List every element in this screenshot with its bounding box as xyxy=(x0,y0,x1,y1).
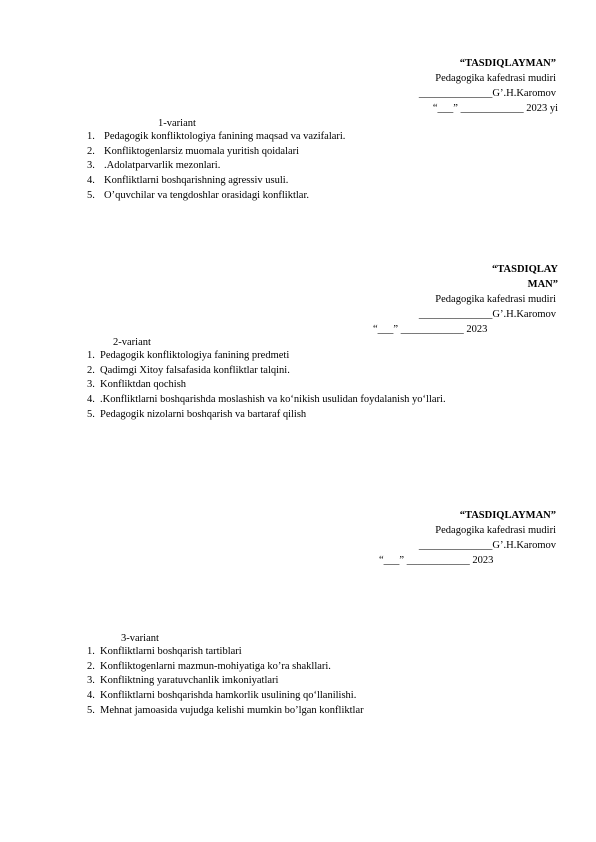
item-number: 5. xyxy=(87,704,95,716)
approval-heading: “TASDIQLAYMAN” xyxy=(459,58,556,69)
approval-signature: ______________G’.H.Karomov xyxy=(418,88,556,99)
item-text: Konfliktdan qochish xyxy=(100,379,187,391)
item-number: 5. xyxy=(87,189,95,201)
list-item xyxy=(87,689,364,704)
list-item xyxy=(87,645,364,660)
item-text: Konfliktlarni boshqarish tartiblari xyxy=(100,646,242,657)
approval-date: “___” ____________ 2023 yi xyxy=(432,103,558,114)
variant-title-3: 3-variant xyxy=(121,633,159,644)
list-item xyxy=(87,159,345,174)
list-item xyxy=(87,189,345,204)
list-item xyxy=(87,130,345,145)
item-number: 4. xyxy=(87,394,95,406)
item-text: Pedagogik nizolarni boshqarish va bartaraf qilish xyxy=(100,408,307,420)
approval-signature: ______________G’.H.Karomov xyxy=(418,309,556,320)
variant-title-2: 2-variant xyxy=(113,337,151,348)
item-number: 2. xyxy=(87,364,95,376)
item-number: 1. xyxy=(87,131,95,142)
item-text: Konfliktogenlarni mazmun-mohiyatiga ko’ra shakllari. xyxy=(100,660,331,672)
item-number: 5. xyxy=(87,408,95,420)
list-item xyxy=(87,349,446,364)
approval-heading: “TASDIQLAYMAN” xyxy=(459,510,556,521)
item-number: 3. xyxy=(87,379,95,391)
item-text: Konfliktlarni boshqarishda hamkorlik usulining qo‘llanilishi. xyxy=(100,690,357,702)
item-text: Konfliktning yaratuvchanlik imkoniyatlari xyxy=(100,675,279,687)
variant-title-1: 1-variant xyxy=(158,118,196,129)
item-text: Konfliktlarni boshqarishning agressiv usuli. xyxy=(104,175,289,187)
item-number: 1. xyxy=(87,646,95,657)
variant-list-2 xyxy=(87,349,446,423)
item-text: Qadimgi Xitoy falsafasida konfliktlar talqini. xyxy=(100,364,290,376)
item-text: .Konfliktlarni boshqarishda moslashish va ko‘nikish usulidan foydalanish yo‘llari. xyxy=(100,394,446,406)
list-item xyxy=(87,378,446,393)
approval-position: Pedagogika kafedrasi mudiri xyxy=(435,525,556,536)
approval-block-2 xyxy=(336,262,556,337)
list-item xyxy=(87,660,364,675)
approval-heading-line1: “TASDIQLAY xyxy=(492,264,558,275)
item-number: 1. xyxy=(87,350,95,361)
item-text: Mehnat jamoasida vujudga kelishi mumkin bo’lgan konfliktlar xyxy=(100,704,364,716)
item-number: 3. xyxy=(87,675,95,687)
variant-list-3 xyxy=(87,645,364,719)
approval-signature: ______________G’.H.Karomov xyxy=(418,540,556,551)
item-number: 4. xyxy=(87,690,95,702)
item-number: 4. xyxy=(87,175,95,187)
approval-position: Pedagogika kafedrasi mudiri xyxy=(435,73,556,84)
item-text: Pedagogik konfliktologiya fanining maqsad va vazifalari. xyxy=(104,131,346,142)
approval-heading-line2: MAN” xyxy=(527,279,558,290)
item-number: 2. xyxy=(87,145,95,157)
approval-position: Pedagogika kafedrasi mudiri xyxy=(435,294,556,305)
item-text: .Adolatparvarlik mezonlari. xyxy=(104,160,221,172)
item-text: Pedagogik konfliktologiya fanining predmeti xyxy=(100,350,290,361)
list-item xyxy=(87,364,446,379)
item-number: 2. xyxy=(87,660,95,672)
item-text: Konfliktogenlarsiz muomala yuritish qoidalari xyxy=(104,145,300,157)
approval-date: “___” ____________ 2023 xyxy=(379,555,494,566)
approval-date: “___” ____________ 2023 xyxy=(373,324,488,335)
list-item xyxy=(87,674,364,689)
list-item xyxy=(87,704,364,719)
list-item xyxy=(87,145,345,160)
variant-list-1 xyxy=(87,130,345,204)
approval-block-1 xyxy=(336,56,556,116)
approval-block-3 xyxy=(336,508,556,568)
list-item xyxy=(87,393,446,408)
list-item xyxy=(87,174,345,189)
list-item xyxy=(87,408,446,423)
item-text: O’quvchilar va tengdoshlar orasidagi konfliktlar. xyxy=(104,189,309,201)
item-number: 3. xyxy=(87,160,95,172)
